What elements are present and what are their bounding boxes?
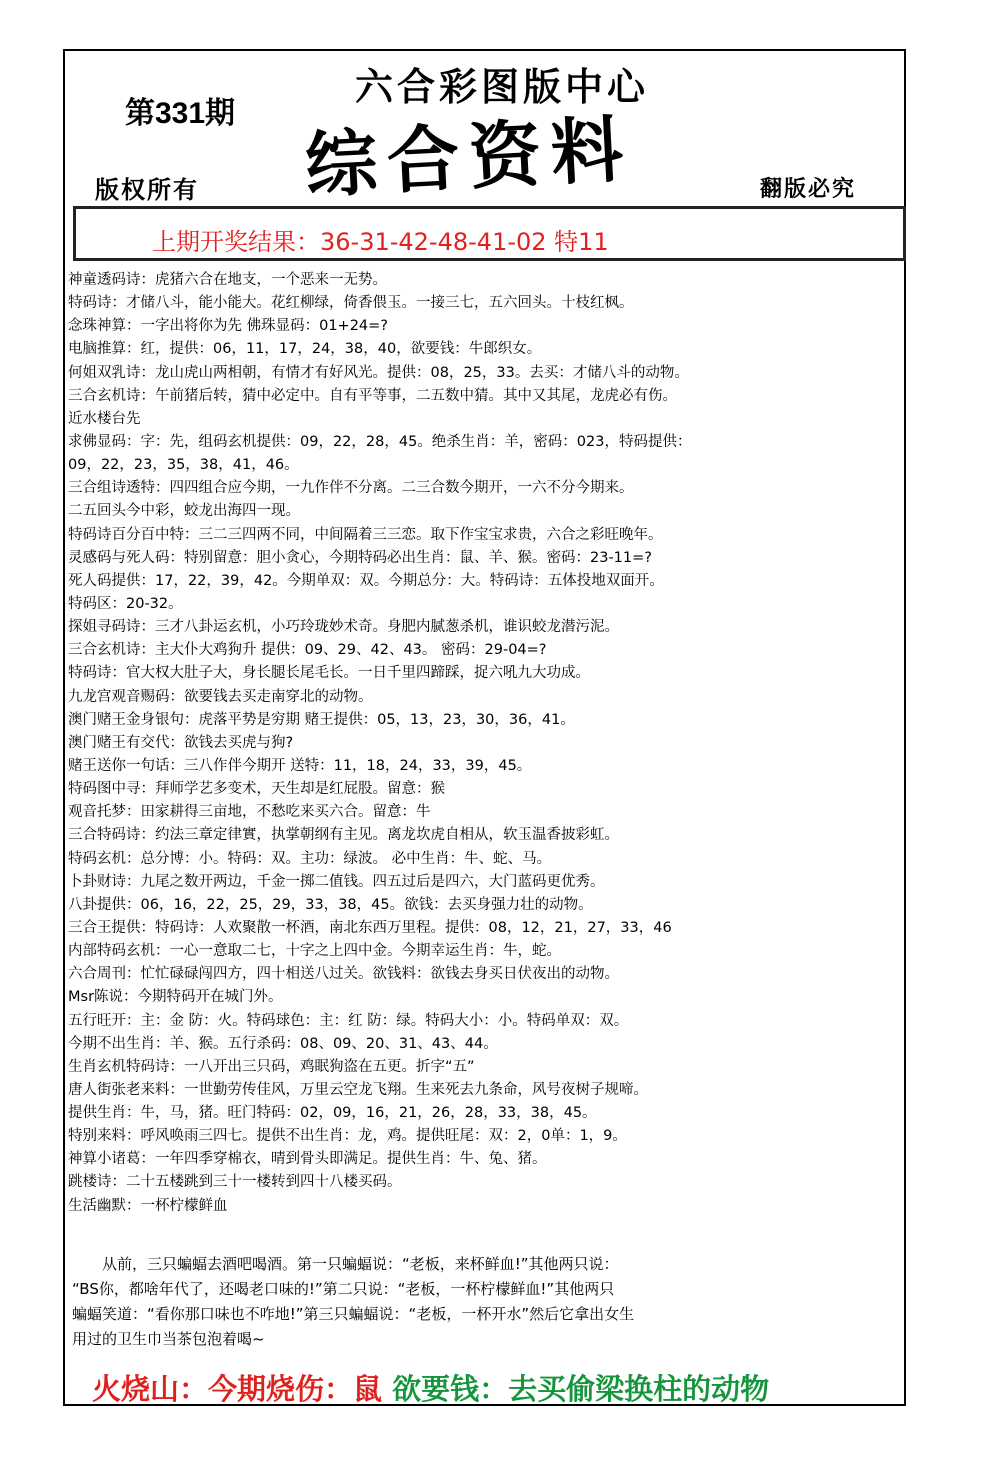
content-line: 跳楼诗：二十五楼跳到三十一楼转到四十八楼买码。 xyxy=(68,1174,402,1191)
content-line: 提供生肖：牛，马，猪。旺门特码：02，09，16，21，26，28，33，38，45。 xyxy=(68,1105,597,1122)
content-line: 三合组诗透特：四四组合应今期，一九作伴不分离。二三合数今期开，一六不分今期来。 xyxy=(68,480,634,497)
content-line: 三合玄机诗：午前猪后转，猜中必定中。自有平等事，二五数中猜。其中又其尾，龙虎必有伤。 xyxy=(68,387,677,404)
content-line: 三合王提供：特码诗：人欢聚散一杯酒，南北东西万里程。提供：08，12，21，27，33，46 xyxy=(68,919,672,936)
footer-red-text: 火烧山：今期烧伤：鼠 xyxy=(92,1372,383,1406)
content-line: 求佛显码：字：先，组码玄机提供：09，22，28，45。绝杀生肖：羊，密码：023，特码提供： xyxy=(68,433,692,450)
copyright-right: 翻版必究 xyxy=(760,176,857,202)
story-line: 蝙蝠笑道：“看你那口味也不咋地!”第三只蝙蝠说：“老板，一杯开水”然后它拿出女生 xyxy=(72,1305,635,1323)
humor-story xyxy=(72,1252,892,1352)
content-line: 生活幽默：一杯柠檬鲜血 xyxy=(68,1197,228,1214)
content-line: 死人码提供：17，22，39，42。今期单双：双。今期总分：大。特码诗：五体投地双面开。 xyxy=(68,572,664,589)
content-line: 九龙宫观音赐码：欲要钱去买走南穿北的动物。 xyxy=(68,688,373,705)
content-line: 八卦提供：06，16，22，25，29，33，38，45。欲钱：去买身强力壮的动物。 xyxy=(68,896,593,913)
content-line: 电脑推算：红，提供：06，11，17，24，38，40，欲要钱：牛郎织女。 xyxy=(68,341,542,358)
center-title: 六合彩图版中心 xyxy=(355,64,650,109)
content-line: 澳门赌王金身银句：虎落平势是穷期 赌王提供：05，13，23，30，36，41。 xyxy=(68,711,575,728)
content-line: 神算小诸葛：一年四季穿棉衣，晴到骨头即满足。提供生肖：牛、兔、猪。 xyxy=(68,1151,547,1168)
story-line: 从前，三只蝙蝠去酒吧喝酒。第一只蝙蝠说：“老板，来杯鲜血!”其他两只说： xyxy=(102,1255,619,1273)
content-line: 特码区：20-32。 xyxy=(68,595,183,612)
content-line: 唐人街张老来料：一世勤劳传佳风，万里云空龙飞翔。生来死去九条命，风号夜树子规啼。 xyxy=(68,1081,648,1098)
content-line: 三合特码诗：约法三章定律實，执掌朝纲有主见。离龙坎虎自相从，软玉温香披彩虹。 xyxy=(68,827,619,844)
content-line: 内部特码玄机：一心一意取二七，十字之上四中金。今期幸运生肖：牛，蛇。 xyxy=(68,943,561,960)
content-line: 特码图中寻：拜师学艺多变术，天生却是红屁股。留意：猴 xyxy=(68,781,445,798)
content-line: 特码诗：官大权大肚子大，身长腿长尾毛长。一日千里四蹄踩，捉六吼九大功成。 xyxy=(68,665,590,682)
content-line: 念珠神算：一字出将你为先 佛珠显码：01+24=? xyxy=(68,318,389,335)
copyright-left: 版权所有 xyxy=(95,175,199,204)
issue-number: 第331期 xyxy=(125,97,236,130)
big-title: 综合资料 xyxy=(303,105,636,208)
content-line: 神童透码诗：虎猪六合在地支，一个恶来一无势。 xyxy=(68,272,387,288)
footer-banner xyxy=(92,1367,769,1408)
content-line: 何姐双乳诗：龙山虎山两相朝，有情才有好风光。提供：08，25，33。去买：才储八斗的动物。 xyxy=(68,364,689,381)
content-line: 赌王送你一句话：三八作伴今期开 送特：11，18，24，33，39，45。 xyxy=(68,757,532,774)
content-line: 六合周刊：忙忙碌碌闯四方，四十相送八过关。欲钱料：欲钱去身买日伏夜出的动物。 xyxy=(68,966,619,983)
content-line: 特码诗：才储八斗，能小能大。花红柳绿，倚香偎玉。一接三七，五六回头。十枝红枫。 xyxy=(68,295,634,312)
content-line: 卜卦财诗：九尾之数开两边，千金一掷二值钱。四五过后是四六，大门蓝码更优秀。 xyxy=(68,873,605,890)
content-line: 观音托梦：田家耕得三亩地，不愁吃来买六合。留意：牛 xyxy=(68,804,431,821)
content-line: 二五回头今中彩，蛟龙出海四一现。 xyxy=(68,503,300,520)
content-line: 灵感码与死人码：特别留意：胆小贪心，今期特码必出生肖：鼠、羊、猴。密码：23-11=? xyxy=(68,549,652,566)
content-line: 探姐寻码诗：三才八卦运玄机，小巧玲珑妙术奇。身肥内腻葱杀机，谁识蛟龙潜污泥。 xyxy=(68,619,619,636)
content-line: 三合玄机诗：主大仆大鸡狗升 提供：09、29、42、43。 密码：29-04=? xyxy=(68,642,547,659)
content-line: 09，22，23，35，38，41，46。 xyxy=(68,457,299,474)
content-line: 特码玄机：总分博：小。特码：双。主功：绿波。 必中生肖：牛、蛇、马。 xyxy=(68,850,552,867)
story-line: 用过的卫生巾当茶包泡着喝~ xyxy=(72,1330,265,1348)
footer-green-text: 欲要钱：去买偷梁换柱的动物 xyxy=(382,1372,770,1406)
content-lines xyxy=(68,269,898,1218)
last-draw-results: 上期开奖结果：36-31-42-48-41-02 特11 xyxy=(152,228,609,256)
content-line: 近水楼台先 xyxy=(68,410,141,427)
content-line: 五行旺开：主：金 防：火。特码球色：主：红 防：绿。特码大小：小。特码单双：双。 xyxy=(68,1012,629,1029)
content-line: 特别来料：呼风唤雨三四七。提供不出生肖：龙，鸡。提供旺尾：双：2，0单：1，9。 xyxy=(68,1128,627,1145)
content-line: 今期不出生肖：羊、猴。五行杀码：08、09、20、31、43、44。 xyxy=(68,1035,498,1052)
content-line: 特码诗百分百中特：三二三四两不同，中间隔着三三恋。取下作宝宝求贵，六合之彩旺晚年。 xyxy=(68,526,663,543)
content-line: Msr陈说：今期特码开在城门外。 xyxy=(68,989,283,1006)
story-line: “BS你，都啥年代了，还喝老口味的!”第二只说：“老板，一杯柠檬鲜血!”其他两只 xyxy=(72,1280,615,1298)
content-line: 生肖玄机特码诗：一八开出三只码，鸡眠狗盗在五更。折字“五” xyxy=(68,1058,475,1075)
content-line: 澳门赌王有交代：欲钱去买虎与狗? xyxy=(68,734,294,751)
